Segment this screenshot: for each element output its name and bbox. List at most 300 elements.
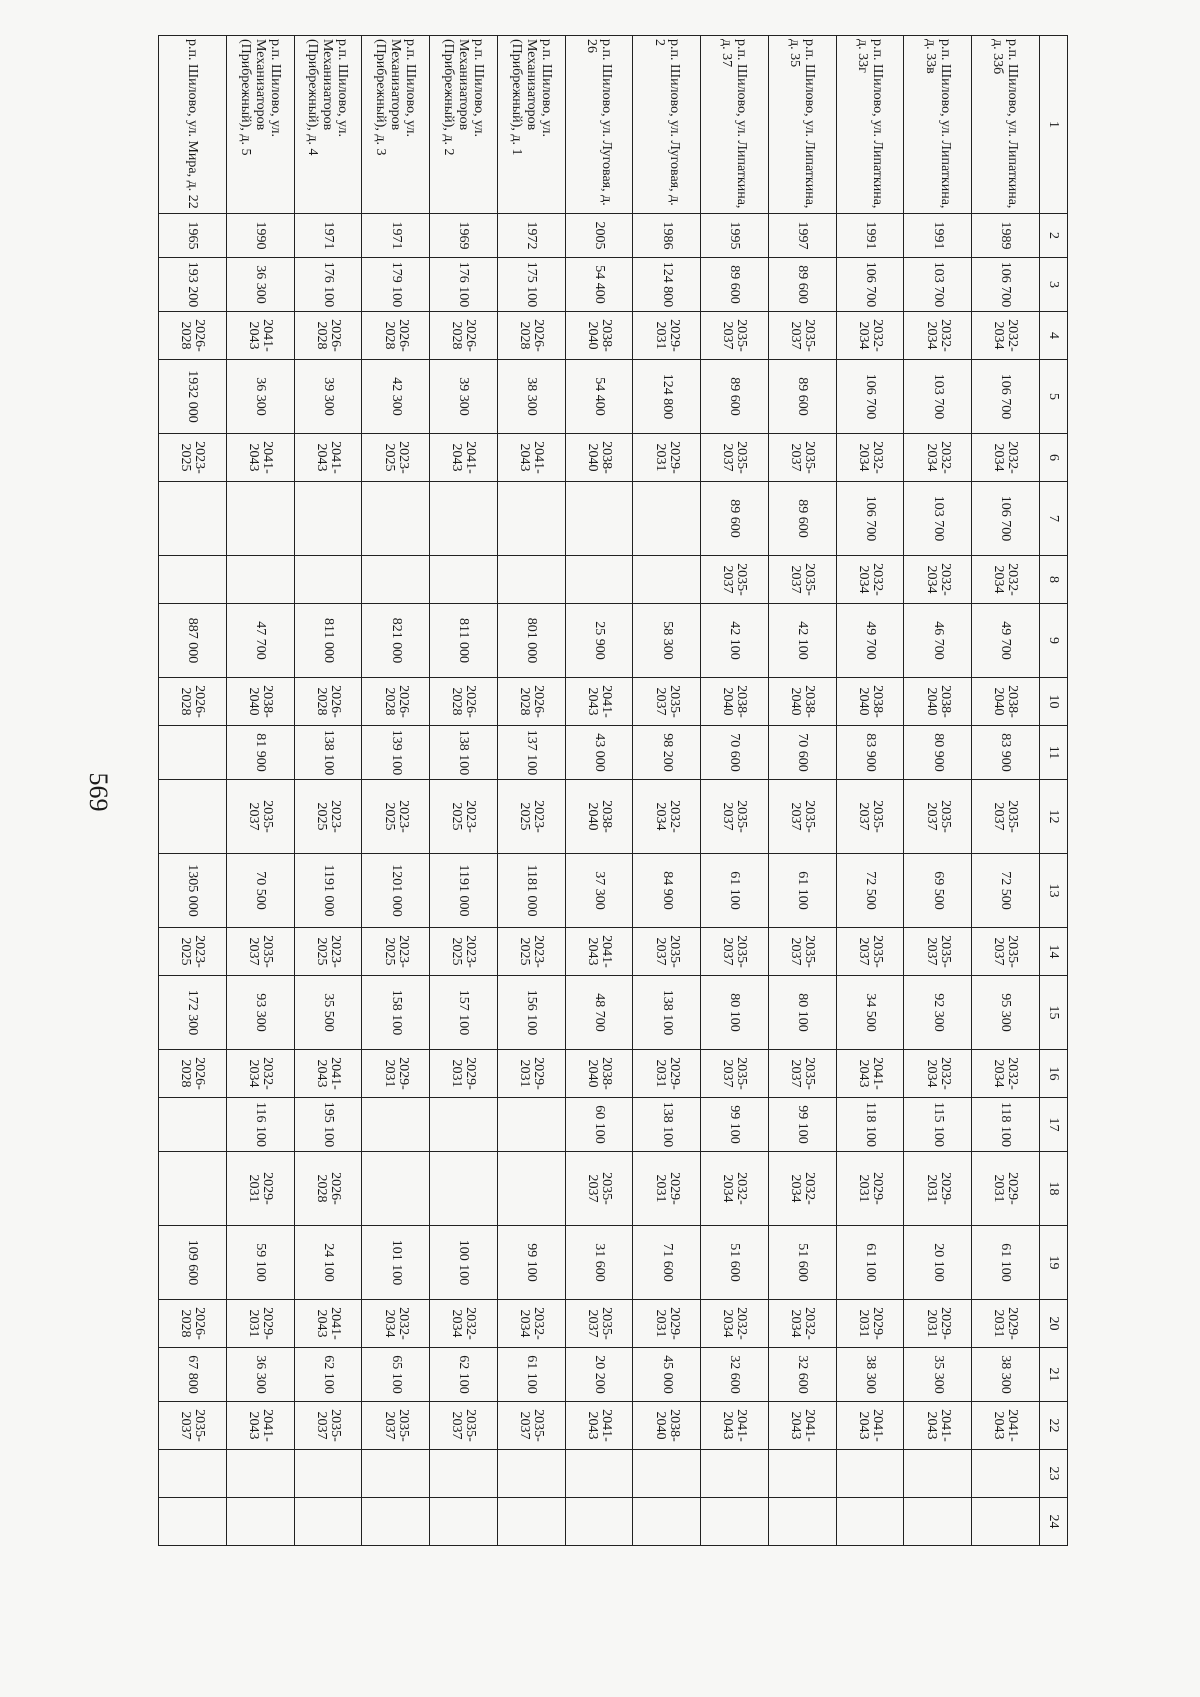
table-cell: 2026- 2028 [294, 1152, 362, 1226]
address-cell: р.п. Шилово, ул. Мира, д. 22 [159, 36, 227, 214]
table-cell: 887 000 [159, 604, 227, 678]
address-cell: р.п. Шилово, ул. Липаткина, д. 33б [972, 36, 1040, 214]
table-cell: 42 100 [701, 604, 769, 678]
table-cell: 2035- 2037 [768, 1050, 836, 1098]
table-cell: 2032- 2034 [226, 1050, 294, 1098]
table-cell: 80 900 [904, 726, 972, 780]
header-cell: 20 [1039, 1300, 1067, 1348]
header-cell: 10 [1039, 678, 1067, 726]
table-cell: 2032- 2034 [768, 1300, 836, 1348]
table-cell: 1965 [159, 214, 227, 258]
table-cell: 61 100 [701, 854, 769, 928]
table-cell [294, 1450, 362, 1498]
table-cell: 2032- 2034 [836, 556, 904, 604]
table-cell: 2026- 2028 [159, 1300, 227, 1348]
table-cell: 106 700 [972, 482, 1040, 556]
table-cell: 1181 000 [497, 854, 565, 928]
table-cell: 2041- 2043 [701, 1402, 769, 1450]
table-cell: 1989 [972, 214, 1040, 258]
table-cell: 32 600 [768, 1348, 836, 1402]
rotated-table-container [158, 35, 1068, 1546]
table-row [226, 36, 294, 1546]
table-cell: 1971 [294, 214, 362, 258]
table-cell: 2032- 2034 [768, 1152, 836, 1226]
table-cell: 83 900 [836, 726, 904, 780]
table-cell [497, 1450, 565, 1498]
table-cell: 54 400 [565, 360, 633, 434]
table-cell: 2026- 2028 [362, 312, 430, 360]
table-cell: 1991 [836, 214, 904, 258]
table-cell: 2032- 2034 [836, 434, 904, 482]
table-cell [565, 482, 633, 556]
table-cell: 36 300 [226, 258, 294, 312]
address-cell: р.п. Шилово, ул. Механизаторов (Прибрежный), д. 4 [294, 36, 362, 214]
table-cell: 2035- 2037 [836, 780, 904, 854]
table-cell: 2023- 2025 [294, 780, 362, 854]
table-cell: 1932 000 [159, 360, 227, 434]
table-cell: 118 100 [836, 1098, 904, 1152]
table-cell: 2035- 2037 [226, 780, 294, 854]
table-cell: 48 700 [565, 976, 633, 1050]
table-cell: 2035- 2037 [768, 434, 836, 482]
header-cell: 6 [1039, 434, 1067, 482]
address-cell: р.п. Шилово, ул. Механизаторов (Прибрежный), д. 5 [226, 36, 294, 214]
table-cell: 61 100 [972, 1226, 1040, 1300]
header-cell: 2 [1039, 214, 1067, 258]
table-cell [159, 726, 227, 780]
table-row [497, 36, 565, 1546]
table-cell: 43 000 [565, 726, 633, 780]
table-cell [633, 1450, 701, 1498]
header-cell: 16 [1039, 1050, 1067, 1098]
table-cell: 2035- 2037 [565, 1152, 633, 1226]
header-cell: 3 [1039, 258, 1067, 312]
table-cell [972, 1450, 1040, 1498]
register-table [158, 35, 1068, 1546]
address-cell: р.п. Шилово, ул. Луговая, д. 26 [565, 36, 633, 214]
table-row [701, 36, 769, 1546]
table-cell: 2035- 2037 [362, 1402, 430, 1450]
table-cell [972, 1498, 1040, 1546]
table-cell: 2029- 2031 [226, 1300, 294, 1348]
table-cell: 2026- 2028 [159, 678, 227, 726]
table-cell: 71 600 [633, 1226, 701, 1300]
table-cell [836, 1450, 904, 1498]
header-cell: 19 [1039, 1226, 1067, 1300]
table-cell: 2041- 2043 [226, 1402, 294, 1450]
table-row [294, 36, 362, 1546]
table-cell: 2023- 2025 [159, 928, 227, 976]
table-cell: 2035- 2037 [701, 434, 769, 482]
table-cell [497, 556, 565, 604]
table-cell: 36 300 [226, 360, 294, 434]
table-cell: 31 600 [565, 1226, 633, 1300]
table-cell: 2035- 2037 [972, 928, 1040, 976]
table-cell: 2032- 2034 [972, 1050, 1040, 1098]
table-cell: 42 300 [362, 360, 430, 434]
table-cell: 58 300 [633, 604, 701, 678]
table-cell: 89 600 [701, 258, 769, 312]
address-cell: р.п. Шилово, ул. Луговая, д. 2 [633, 36, 701, 214]
table-cell: 2038- 2040 [701, 678, 769, 726]
table-cell: 2029- 2031 [633, 1300, 701, 1348]
header-cell: 8 [1039, 556, 1067, 604]
table-cell: 42 100 [768, 604, 836, 678]
table-cell: 2035- 2037 [701, 780, 769, 854]
table-cell: 1990 [226, 214, 294, 258]
table-cell [633, 556, 701, 604]
table-cell: 2035- 2037 [159, 1402, 227, 1450]
header-cell: 21 [1039, 1348, 1067, 1402]
table-cell: 2023- 2025 [159, 434, 227, 482]
table-cell: 2035- 2037 [430, 1402, 498, 1450]
table-cell: 95 300 [972, 976, 1040, 1050]
address-cell: р.п. Шилово, ул. Механизаторов (Прибрежный), д. 1 [497, 36, 565, 214]
table-cell: 2026- 2028 [497, 678, 565, 726]
table-cell: 46 700 [904, 604, 972, 678]
table-cell: 99 100 [497, 1226, 565, 1300]
table-cell: 2038- 2040 [226, 678, 294, 726]
table-cell [294, 556, 362, 604]
table-cell: 2029- 2031 [430, 1050, 498, 1098]
header-cell: 12 [1039, 780, 1067, 854]
table-cell: 70 600 [768, 726, 836, 780]
table-cell [159, 1498, 227, 1546]
table-cell: 2035- 2037 [701, 1050, 769, 1098]
table-cell: 106 700 [836, 360, 904, 434]
table-cell: 70 600 [701, 726, 769, 780]
table-cell: 2029- 2031 [633, 434, 701, 482]
table-cell: 2038- 2040 [972, 678, 1040, 726]
table-cell [430, 482, 498, 556]
table-row [972, 36, 1040, 1546]
table-cell: 1201 000 [362, 854, 430, 928]
table-cell: 1191 000 [430, 854, 498, 928]
table-cell: 2023- 2025 [430, 780, 498, 854]
table-cell: 2038- 2040 [565, 1050, 633, 1098]
table-cell: 156 100 [497, 976, 565, 1050]
table-cell: 1972 [497, 214, 565, 258]
table-cell: 2035- 2037 [226, 928, 294, 976]
header-cell: 5 [1039, 360, 1067, 434]
table-cell: 2035- 2037 [701, 312, 769, 360]
table-cell: 2035- 2037 [294, 1402, 362, 1450]
table-cell: 2029- 2031 [497, 1050, 565, 1098]
table-cell: 2032- 2034 [904, 312, 972, 360]
table-cell: 99 100 [768, 1098, 836, 1152]
table-cell: 2035- 2037 [701, 928, 769, 976]
header-cell: 14 [1039, 928, 1067, 976]
table-cell: 61 100 [497, 1348, 565, 1402]
table-cell: 2035- 2037 [904, 928, 972, 976]
table-cell: 2041- 2043 [430, 434, 498, 482]
table-cell [362, 1450, 430, 1498]
table-cell: 2029- 2031 [972, 1152, 1040, 1226]
table-cell: 115 100 [904, 1098, 972, 1152]
table-cell: 25 900 [565, 604, 633, 678]
table-row [836, 36, 904, 1546]
table-cell: 2026- 2028 [294, 678, 362, 726]
table-cell: 2026- 2028 [430, 312, 498, 360]
table-cell: 2023- 2025 [430, 928, 498, 976]
table-cell: 2026- 2028 [159, 312, 227, 360]
table-cell: 49 700 [836, 604, 904, 678]
table-cell: 103 700 [904, 258, 972, 312]
table-cell: 2032- 2034 [633, 780, 701, 854]
table-cell: 2035- 2037 [836, 928, 904, 976]
table-cell: 49 700 [972, 604, 1040, 678]
table-cell [159, 556, 227, 604]
table-cell: 2041- 2043 [226, 434, 294, 482]
table-row [362, 36, 430, 1546]
table-cell [768, 1498, 836, 1546]
table-cell: 138 100 [633, 976, 701, 1050]
table-cell: 2041- 2043 [972, 1402, 1040, 1450]
table-cell: 1305 000 [159, 854, 227, 928]
table-cell: 1191 000 [294, 854, 362, 928]
table-cell: 38 300 [972, 1348, 1040, 1402]
table-cell [362, 482, 430, 556]
table-cell: 118 100 [972, 1098, 1040, 1152]
table-cell: 2041- 2043 [294, 434, 362, 482]
table-cell: 2041- 2043 [768, 1402, 836, 1450]
table-cell: 2023- 2025 [362, 434, 430, 482]
table-cell [904, 1498, 972, 1546]
table-cell: 65 100 [362, 1348, 430, 1402]
table-cell [294, 1498, 362, 1546]
table-cell: 2023- 2025 [497, 928, 565, 976]
table-cell: 176 100 [430, 258, 498, 312]
page-number: 569 [84, 772, 113, 812]
table-cell [701, 1450, 769, 1498]
table-cell: 2032- 2034 [497, 1300, 565, 1348]
table-cell: 195 100 [294, 1098, 362, 1152]
table-cell: 2029- 2031 [633, 312, 701, 360]
table-cell: 2029- 2031 [836, 1152, 904, 1226]
table-cell [362, 556, 430, 604]
table-cell: 2029- 2031 [904, 1300, 972, 1348]
table-cell [497, 1098, 565, 1152]
address-cell: р.п. Шилово, ул. Механизаторов (Прибрежный), д. 3 [362, 36, 430, 214]
table-cell: 2032- 2034 [972, 312, 1040, 360]
table-cell: 103 700 [904, 360, 972, 434]
table-cell: 38 300 [497, 360, 565, 434]
table-cell: 1971 [362, 214, 430, 258]
address-cell: р.п. Шилово, ул. Липаткина, д. 33в [904, 36, 972, 214]
table-cell: 81 900 [226, 726, 294, 780]
table-cell: 36 300 [226, 1348, 294, 1402]
table-cell: 2026- 2028 [430, 678, 498, 726]
table-cell: 2023- 2025 [362, 928, 430, 976]
table-cell: 70 500 [226, 854, 294, 928]
table-cell: 106 700 [836, 258, 904, 312]
table-cell: 137 100 [497, 726, 565, 780]
table-cell: 89 600 [768, 360, 836, 434]
table-cell: 2026- 2028 [159, 1050, 227, 1098]
address-cell: р.п. Шилово, ул. Липаткина, д. 35 [768, 36, 836, 214]
table-cell: 2032- 2034 [836, 312, 904, 360]
table-cell: 175 100 [497, 258, 565, 312]
table-cell: 1969 [430, 214, 498, 258]
table-cell [565, 1498, 633, 1546]
table-cell [701, 1498, 769, 1546]
table-cell: 2029- 2031 [836, 1300, 904, 1348]
table-cell: 2035- 2037 [633, 928, 701, 976]
table-cell: 172 300 [159, 976, 227, 1050]
address-cell: р.п. Шилово, ул. Механизаторов (Прибрежный), д. 2 [430, 36, 498, 214]
table-cell: 2041- 2043 [836, 1402, 904, 1450]
table-cell: 2041- 2043 [497, 434, 565, 482]
address-cell: р.п. Шилово, ул. Липаткина, д. 37 [701, 36, 769, 214]
table-cell: 60 100 [565, 1098, 633, 1152]
table-cell: 62 100 [294, 1348, 362, 1402]
header-cell: 18 [1039, 1152, 1067, 1226]
table-cell: 2035- 2037 [768, 780, 836, 854]
table-cell: 124 800 [633, 258, 701, 312]
table-cell: 69 500 [904, 854, 972, 928]
table-cell: 37 300 [565, 854, 633, 928]
table-row [565, 36, 633, 1546]
table-cell [159, 1098, 227, 1152]
table-cell: 80 100 [701, 976, 769, 1050]
table-cell: 20 200 [565, 1348, 633, 1402]
table-cell: 2026- 2028 [294, 312, 362, 360]
table-cell: 2029- 2031 [362, 1050, 430, 1098]
table-cell: 138 100 [633, 1098, 701, 1152]
table-cell: 2005 [565, 214, 633, 258]
table-cell: 2032- 2034 [904, 1050, 972, 1098]
table-cell: 39 300 [430, 360, 498, 434]
table-cell: 2032- 2034 [972, 556, 1040, 604]
address-cell: р.п. Шилово, ул. Липаткина, д. 33г [836, 36, 904, 214]
table-cell: 139 100 [362, 726, 430, 780]
table-cell [430, 1498, 498, 1546]
table-cell: 2026- 2028 [497, 312, 565, 360]
table-cell [226, 482, 294, 556]
table-cell: 99 100 [701, 1098, 769, 1152]
table-cell: 2038- 2040 [768, 678, 836, 726]
table-cell: 2035- 2037 [497, 1402, 565, 1450]
table-cell: 2041- 2043 [565, 678, 633, 726]
table-cell [226, 556, 294, 604]
table-cell: 2041- 2043 [836, 1050, 904, 1098]
table-cell [565, 1450, 633, 1498]
table-cell: 2041- 2043 [294, 1050, 362, 1098]
table-cell: 84 900 [633, 854, 701, 928]
table-row [768, 36, 836, 1546]
table-cell: 1995 [701, 214, 769, 258]
table-cell: 106 700 [836, 482, 904, 556]
table-cell: 92 300 [904, 976, 972, 1050]
table-cell: 106 700 [972, 258, 1040, 312]
table-cell: 811 000 [294, 604, 362, 678]
table-cell: 98 200 [633, 726, 701, 780]
table-cell: 2023- 2025 [294, 928, 362, 976]
table-cell: 2041- 2043 [226, 312, 294, 360]
header-cell: 1 [1039, 36, 1067, 214]
table-cell: 51 600 [701, 1226, 769, 1300]
table-cell [362, 1098, 430, 1152]
table-cell: 1997 [768, 214, 836, 258]
table-cell: 20 100 [904, 1226, 972, 1300]
table-cell [430, 556, 498, 604]
table-cell: 2032- 2034 [362, 1300, 430, 1348]
table-cell: 89 600 [768, 482, 836, 556]
table-cell: 83 900 [972, 726, 1040, 780]
header-cell: 13 [1039, 854, 1067, 928]
table-cell: 72 500 [836, 854, 904, 928]
table-cell [159, 1450, 227, 1498]
table-cell: 1986 [633, 214, 701, 258]
table-cell: 67 800 [159, 1348, 227, 1402]
table-cell: 59 100 [226, 1226, 294, 1300]
table-cell: 2023- 2025 [362, 780, 430, 854]
table-cell: 2035- 2037 [768, 556, 836, 604]
table-cell: 103 700 [904, 482, 972, 556]
table-cell [362, 1152, 430, 1226]
table-cell: 138 100 [294, 726, 362, 780]
table-cell: 89 600 [768, 258, 836, 312]
table-cell: 35 500 [294, 976, 362, 1050]
table-cell: 101 100 [362, 1226, 430, 1300]
table-row [430, 36, 498, 1546]
table-cell [430, 1450, 498, 1498]
table-cell: 2035- 2037 [768, 928, 836, 976]
table-cell: 801 000 [497, 604, 565, 678]
table-cell [497, 1152, 565, 1226]
table-cell: 38 300 [836, 1348, 904, 1402]
table-cell: 2035- 2037 [768, 312, 836, 360]
table-cell: 89 600 [701, 482, 769, 556]
table-cell [226, 1498, 294, 1546]
table-cell: 2032- 2034 [701, 1152, 769, 1226]
table-cell [430, 1152, 498, 1226]
table-cell: 89 600 [701, 360, 769, 434]
header-cell: 9 [1039, 604, 1067, 678]
table-cell: 2029- 2031 [972, 1300, 1040, 1348]
table-cell: 138 100 [430, 726, 498, 780]
table-cell [904, 1450, 972, 1498]
table-cell: 106 700 [972, 360, 1040, 434]
table-cell: 51 600 [768, 1226, 836, 1300]
table-cell [226, 1450, 294, 1498]
table-cell: 2041- 2043 [565, 928, 633, 976]
table-cell: 2035- 2037 [701, 556, 769, 604]
header-cell: 7 [1039, 482, 1067, 556]
table-cell [633, 482, 701, 556]
header-cell: 17 [1039, 1098, 1067, 1152]
table-cell: 45 000 [633, 1348, 701, 1402]
header-cell: 22 [1039, 1402, 1067, 1450]
table-cell: 2029- 2031 [633, 1152, 701, 1226]
table-cell: 158 100 [362, 976, 430, 1050]
table-cell: 2032- 2034 [430, 1300, 498, 1348]
table-cell: 821 000 [362, 604, 430, 678]
table-cell: 34 500 [836, 976, 904, 1050]
table-cell: 100 100 [430, 1226, 498, 1300]
table-cell: 2035- 2037 [565, 1300, 633, 1348]
table-cell [633, 1498, 701, 1546]
table-row [159, 36, 227, 1546]
table-cell [565, 556, 633, 604]
table-cell: 124 800 [633, 360, 701, 434]
table-cell [159, 482, 227, 556]
header-cell: 15 [1039, 976, 1067, 1050]
table-row [904, 36, 972, 1546]
table-cell: 93 300 [226, 976, 294, 1050]
header-cell: 24 [1039, 1498, 1067, 1546]
table-cell: 72 500 [972, 854, 1040, 928]
